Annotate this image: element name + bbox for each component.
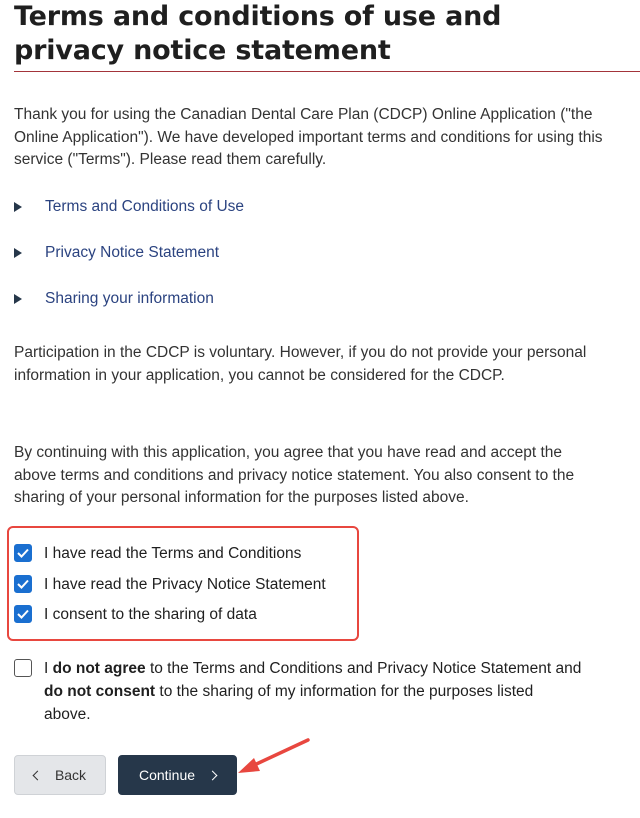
checkbox-unchecked-icon[interactable] xyxy=(14,659,32,677)
checkbox-sharing[interactable] xyxy=(14,603,257,626)
checkbox-checked-icon[interactable] xyxy=(14,544,32,562)
expand-triangle-icon xyxy=(14,294,22,304)
expand-triangle-icon xyxy=(14,248,22,258)
intro-paragraph: Thank you for using the Canadian Dental Care Plan (CDCP) Online Application ("the Online Application"). We have developed important terms and conditions for using this service ("Terms"). Please read them carefully. xyxy=(14,106,603,168)
expand-triangle-icon xyxy=(14,202,22,212)
checkbox-label: I consent to the sharing of data xyxy=(44,606,257,623)
back-button[interactable] xyxy=(14,755,106,795)
disagree-emphasis: do not agree xyxy=(52,660,146,677)
participation-paragraph: Participation in the CDCP is voluntary. However, if you do not provide your personal information in your application, you cannot be considered for the CDCP. xyxy=(14,344,587,384)
chevron-right-icon xyxy=(208,770,218,780)
checkbox-do-not-agree[interactable] xyxy=(14,657,594,726)
checkbox-label: I have read the Privacy Notice Statement xyxy=(44,576,326,593)
consent-paragraph: By continuing with this application, you agree that you have read and accept the above terms and conditions and privacy notice statement. You also consent to the sharing of your personal information for the purposes listed above. xyxy=(14,444,575,506)
checkbox-label: I have read the Terms and Conditions xyxy=(44,545,302,562)
title-divider xyxy=(14,71,640,72)
checkbox-checked-icon[interactable] xyxy=(14,605,32,623)
annotation-arrow-icon xyxy=(236,736,312,778)
page-title: Terms and conditions of use and privacy notice statement xyxy=(14,1,502,66)
disagree-label: I do not agree to the Terms and Conditions and Privacy Notice Statement and do not consent to the sharing of my information for the purposes listed above. xyxy=(44,660,582,723)
checkbox-privacy[interactable] xyxy=(14,573,326,596)
back-button-label: Back xyxy=(54,767,87,783)
checkbox-checked-icon[interactable] xyxy=(14,575,32,593)
continue-button-label: Continue xyxy=(138,767,196,783)
checkbox-terms[interactable] xyxy=(14,542,301,565)
details-label: Sharing your information xyxy=(45,290,214,307)
details-terms-of-use[interactable] xyxy=(14,195,244,219)
details-label: Privacy Notice Statement xyxy=(45,244,220,261)
continue-button[interactable] xyxy=(118,755,237,795)
details-sharing-information[interactable] xyxy=(14,287,214,311)
details-label: Terms and Conditions of Use xyxy=(45,198,245,215)
chevron-left-icon xyxy=(32,770,42,780)
details-privacy-notice[interactable] xyxy=(14,241,219,265)
disagree-emphasis: do not consent xyxy=(44,683,156,700)
